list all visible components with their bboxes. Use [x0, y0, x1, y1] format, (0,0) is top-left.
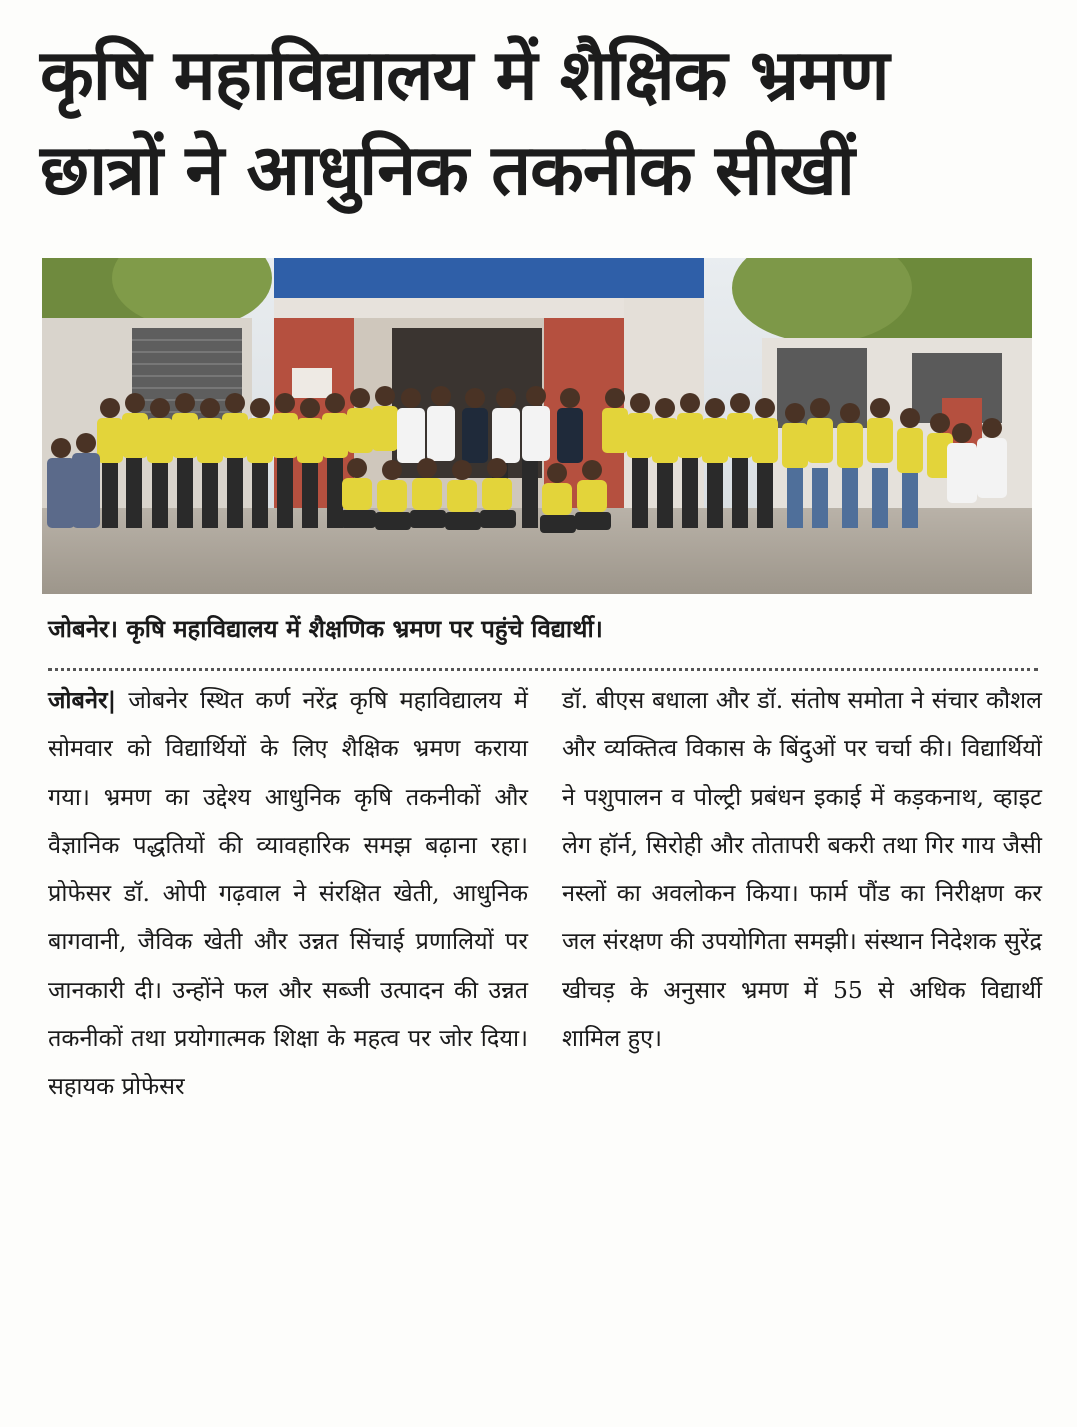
caption-divider [48, 668, 1038, 671]
photo-caption: जोबनेर। कृषि महाविद्यालय में शैक्षणिक भ्रमण पर पहुंचे विद्यार्थी। [48, 615, 603, 643]
group-photo [42, 258, 1032, 594]
article-column-2-text: डॉ. बीएस बधाला और डॉ. संतोष समोता ने संचार कौशल और व्यक्तित्व विकास के बिंदुओं पर चर्चा की। विद्यार्थियों ने पशुपालन व पोल्ट्री प्रबंधन इकाई में कड़कनाथ, व्हाइट लेग हॉर्न, सिरोही और तोतापरी बकरी तथा गिर गाय जैसी नस्लों का अवलोकन किया। फार्म पौंड का निरीक्षण कर जल संरक्षण की उपयोगिता समझी। संस्थान निदेशक सुरेंद्र खीचड़ के अनुसार भ्रमण में 55 से अधिक विद्यार्थी शामिल हुए। [562, 686, 1042, 1053]
article-column-1-text: जोबनेर स्थित कर्ण नरेंद्र कृषि महाविद्यालय में सोमवार को विद्यार्थियों के लिए शैक्षिक भ्रमण कराया गया। भ्रमण का उद्देश्य आधुनिक कृषि तकनीकों और वैज्ञानिक पद्धतियों की व्यावहारिक समझ बढ़ाना रहा। प्रोफेसर डॉ. ओपी गढ़वाल ने संरक्षित खेती, आधुनिक बागवानी, जैविक खेती और उन्नत सिंचाई प्रणालियों पर जानकारी दी। उन्होंने फल और सब्जी उत्पादन की उन्नत तकनीकों तथा प्रयोगात्मक शिक्षा के महत्व पर जोर दिया। सहायक प्रोफेसर [48, 686, 528, 1101]
headline-line-1: कृषि महाविद्यालय में शैक्षिक भ्रमण [40, 34, 889, 116]
article-dateline: जोबनेर| [48, 686, 117, 714]
group-photo-illustration [42, 258, 1032, 594]
article-column-1 [48, 676, 528, 1111]
article-column-2 [562, 676, 1042, 1062]
headline-line-2: छात्रों ने आधुनिक तकनीक सीखीं [40, 129, 854, 211]
